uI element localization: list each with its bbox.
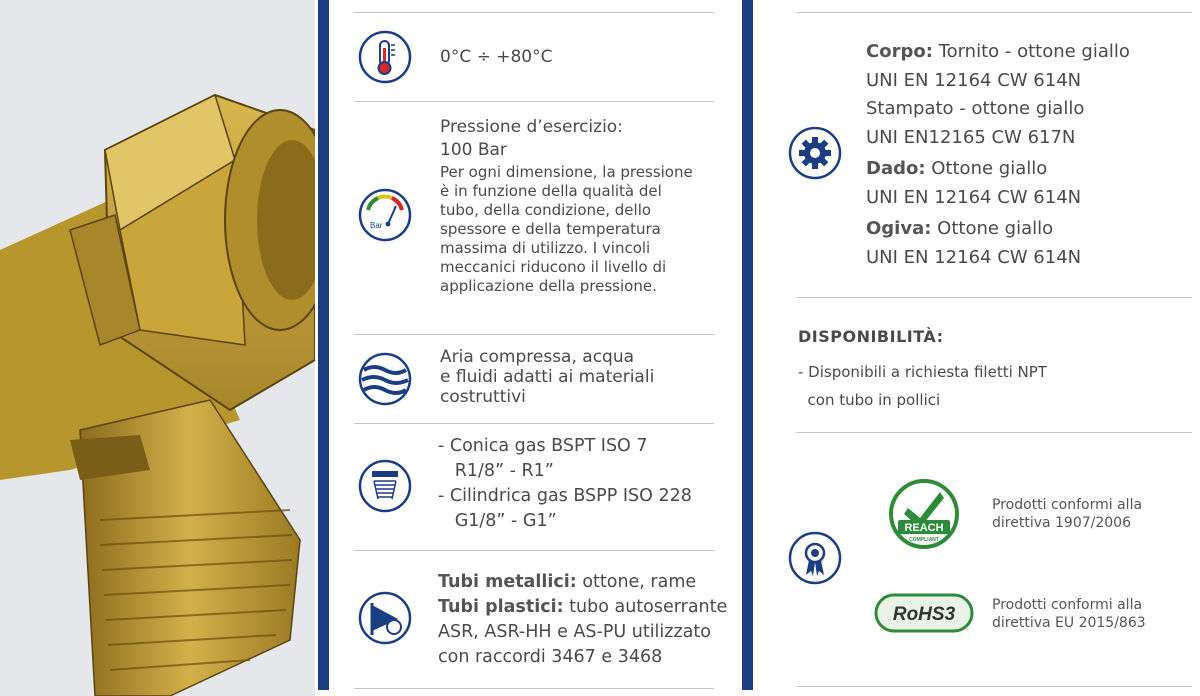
plastic-tubes-label: Tubi plastici: — [438, 597, 564, 617]
nut-label: Dado: — [866, 158, 926, 179]
divider-bar-right — [742, 0, 753, 690]
row-divider — [796, 297, 1192, 298]
rohs-logo — [874, 593, 974, 633]
fluids-text: Aria compressa, acqua e fluidi adatti ai materiali costruttivi — [440, 347, 655, 407]
pressure-title: Pressione d’esercizio: — [440, 117, 623, 137]
gear-icon — [788, 126, 842, 180]
row-divider — [354, 12, 714, 13]
row-divider — [354, 101, 714, 102]
reach-logo — [888, 478, 960, 550]
availability-heading: DISPONIBILITÀ: — [798, 327, 944, 346]
product-image — [0, 0, 315, 696]
materials-text: Corpo: Tornito - ottone giallo UNI EN 12164 CW 614N Stampato - ottone giallo UNI EN12165 CW 617N Dado: Ottone giallo UNI EN 12164 CW 614N Ogiva: Ottone giallo UNI EN 12164 CW 614N — [866, 41, 1130, 268]
tube-icon — [358, 591, 412, 645]
tubes-text: Tubi metallici: ottone, rame Tubi plastici: tubo autoserrante ASR, ASR-HH e AS-PU utilizzato con raccordi 3467 e 3468 — [438, 572, 728, 667]
pressure-block — [440, 116, 693, 296]
pressure-value: 100 Bar — [440, 140, 507, 160]
pressure-description: Per ogni dimensione, la pressione è in funzione della qualità del tubo, della condizione, dello spessore e della temperatura massima di utilizzo. I vincoli meccanici riducono il livello di applicazione della pressione. — [440, 163, 693, 295]
plastic-tubes-value: tubo autoserrante — [563, 597, 728, 617]
pressure-gauge-icon — [358, 188, 412, 242]
row-divider — [796, 432, 1192, 433]
row-divider — [354, 334, 714, 335]
threads-text: - Conica gas BSPT ISO 7 R1/8” - R1” - Cilindrica gas BSPP ISO 228 G1/8” - G1” — [438, 436, 692, 531]
temperature-range: 0°C ÷ +80°C — [440, 47, 553, 67]
divider-bar-left — [318, 0, 329, 690]
row-divider — [354, 423, 714, 424]
ogive-label: Ogiva: — [866, 218, 932, 239]
waves-icon — [358, 352, 412, 406]
availability-text: - Disponibili a richiesta filetti NPT con tubo in pollici — [798, 363, 1047, 409]
row-divider — [354, 550, 714, 551]
svg-text:COMPLIANT: COMPLIANT — [909, 537, 939, 543]
metal-tubes-value: ottone, rame — [576, 572, 697, 592]
reach-text: Prodotti conformi alla direttiva 1907/2006 — [992, 497, 1143, 531]
row-divider — [796, 686, 1192, 687]
svg-text:REACH: REACH — [904, 522, 944, 534]
certification-ribbon-icon — [788, 531, 842, 585]
gauge-label: Bar — [370, 221, 383, 230]
metal-tubes-label: Tubi metallici: — [438, 572, 577, 592]
rohs-text: Prodotti conformi alla direttiva EU 2015/863 — [992, 597, 1146, 631]
thermometer-icon — [358, 30, 412, 84]
thread-icon — [358, 459, 412, 513]
row-divider — [354, 688, 714, 689]
body-label: Corpo: — [866, 41, 933, 62]
row-divider — [796, 12, 1192, 13]
svg-text:RoHS3: RoHS3 — [892, 604, 956, 625]
